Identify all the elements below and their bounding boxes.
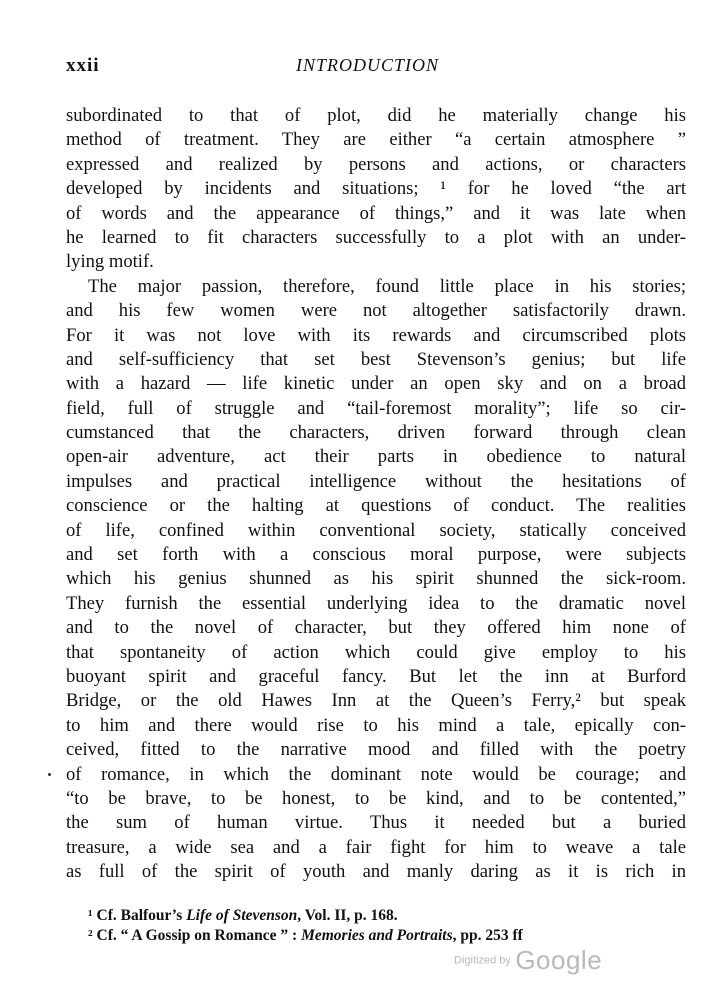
text-line: and self-sufficiency that set best Stevenson’s genius; but life — [66, 348, 686, 370]
text-line: “to be brave, to be honest, to be kind, and to be contented,” — [66, 787, 686, 809]
running-head — [66, 55, 686, 79]
text-line: and his few women were not altogether satisfactorily drawn. — [66, 300, 686, 322]
footnote-1-title: Life of Stevenson — [186, 907, 298, 924]
text-line: as full of the spirit of youth and manly daring as it is rich in — [66, 861, 686, 883]
text-line: ceived, fitted to the narrative mood and filled with the poetry — [66, 739, 686, 761]
paragraph-start-line: The major passion, therefore, found little place in his stories; — [88, 275, 686, 297]
footnote-2-prefix: ² Cf. “ A Gossip on Romance ” : — [88, 927, 302, 944]
text-line: buoyant spirit and graceful fancy. But let the inn at Burford — [66, 665, 686, 687]
watermark-prefix: Digitized by — [454, 954, 511, 967]
text-line: that spontaneity of action which could give employ to his — [66, 641, 686, 663]
text-line: They furnish the essential underlying idea to the dramatic novel — [66, 592, 686, 614]
text-line: of life, confined within conventional society, statically conceived — [66, 519, 686, 541]
google-logo: Google — [515, 945, 603, 975]
text-line: developed by incidents and situations; ¹ for he loved “the art — [66, 178, 686, 200]
text-line: of romance, in which the dominant note would be courage; and — [66, 763, 686, 785]
text-line: field, full of struggle and “tail-foremost morality”; life so cir- — [66, 397, 686, 419]
footnote-2 — [88, 926, 688, 946]
footnote-1 — [88, 906, 688, 926]
margin-speck — [48, 773, 51, 776]
page-number: xxii — [66, 55, 100, 76]
text-line: with a hazard — life kinetic under an open sky and on a broad — [66, 373, 686, 395]
digitized-watermark — [454, 945, 602, 976]
text-line: he learned to fit characters successfully to a plot with an under- — [66, 226, 686, 248]
text-line: of words and the appearance of things,” and it was late when — [66, 202, 686, 224]
text-line: conscience or the halting at questions of conduct. The realities — [66, 495, 686, 517]
footnote-2-rest: , pp. 253 ff — [452, 927, 523, 944]
footnote-1-rest: , Vol. II, p. 168. — [297, 907, 398, 924]
text-line: lying motif. — [66, 251, 154, 273]
text-line: cumstanced that the characters, driven forward through clean — [66, 422, 686, 444]
text-line: to him and there would rise to his mind a tale, epically con- — [66, 714, 686, 736]
text-line: Bridge, or the old Hawes Inn at the Queen’s Ferry,² but speak — [66, 690, 686, 712]
text-line: treasure, a wide sea and a fair fight for him to weave a tale — [66, 836, 686, 858]
footnotes — [88, 906, 688, 946]
text-line: subordinated to that of plot, did he materially change his — [66, 105, 686, 126]
text-line: open-air adventure, act their parts in obedience to natural — [66, 446, 686, 468]
footnote-1-prefix: ¹ Cf. Balfour’s — [88, 907, 187, 924]
footnote-2-title: Memories and Portraits — [301, 927, 453, 944]
text-line: For it was not love with its rewards and circumscribed plots — [66, 324, 686, 346]
text-line: which his genius shunned as his spirit shunned the sick-room. — [66, 568, 686, 590]
body-text — [66, 104, 686, 885]
running-title: INTRODUCTION — [296, 55, 440, 75]
text-line: method of treatment. They are either “a certain atmosphere ” — [66, 129, 686, 151]
text-line: and to the novel of character, but they offered him none of — [66, 617, 686, 639]
text-line: impulses and practical intelligence without the hesitations of — [66, 470, 686, 492]
text-line: and set forth with a conscious moral purpose, were subjects — [66, 544, 686, 566]
text-line: expressed and realized by persons and actions, or characters — [66, 153, 686, 175]
text-line: the sum of human virtue. Thus it needed but a buried — [66, 812, 686, 834]
